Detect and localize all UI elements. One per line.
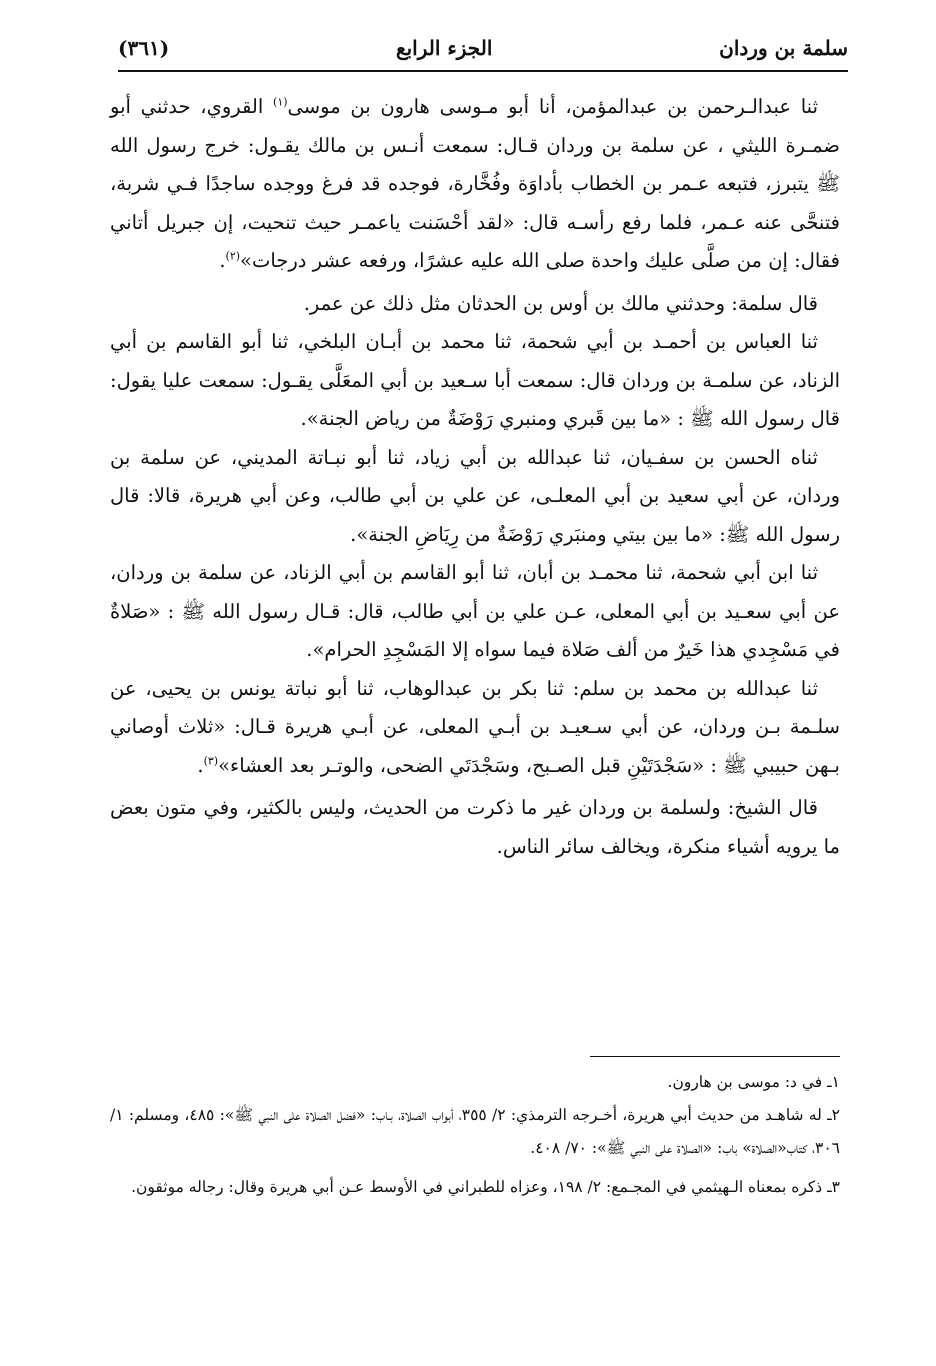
paragraph-2: قال سلمة: وحدثني مالك بن أوس بن الحدثان مثل ذلك عن عمر. (303, 291, 818, 315)
paragraph-7: قال الشيخ: ولسلمة بن وردان غير ما ذكرت من الحديث، وليس بالكثير، وفي متون بعض ما يرويه أشياء منكرة، ويخالف سائر الناس. (110, 796, 840, 858)
main-text (110, 88, 840, 866)
header-rule (118, 70, 848, 72)
footnote-1: ١ـ في د: موسى بن هارون. (667, 1073, 840, 1091)
footnote-ref-1[interactable]: (١) (273, 95, 288, 109)
footnote-2: ٢ـ له شاهـد من حديث أبي هريرة، أخـرجه الترمذي: ٢/ ٣٥٥، أبواب الصلاة، بـاب: «فضل الصلاة على النبي ﷺ»: ٤٨٥، ومسلم: ١/ ٣٠٦، كتاب«الصلاة» باب: «الصلاة على النبي ﷺ»: ٧٠/ ٤٠٨. (110, 1106, 840, 1157)
running-header (118, 28, 848, 68)
footnote-separator (590, 1056, 840, 1057)
footnote-ref-3[interactable]: (٣) (203, 754, 219, 767)
footnotes (110, 1066, 840, 1204)
footnote-ref-2[interactable]: (٢) (225, 249, 241, 263)
paragraph-3: ثنا العباس بن أحمـد بن أبي شحمة، ثنا محمد بن أبـان البلخي، ثنا أبو القاسم بن أبي الزناد، عن سلمـة بن وردان قال: سمعت أبا سـعيد بن أبي المعَلَّى يقـول: سمعت عليا يقول: قال رسول الله ﷺ : «ما بين قَبري ومنبري رَوْضَةٌ من رياض الجنة». (110, 330, 840, 430)
part-label: الجزء الرابع (395, 36, 493, 60)
paragraph-6: ثنا عبدالله بن محمد بن سلم: ثنا بكر بن عبدالوهاب، ثنا أبو نباتة يونس بن يحيى، عن سلـمة بـن وردان، عن أبي سـعيـد بن أبـي المعلى، عن أبـي هريرة قـال: «ثلاث أوصاني بـهن حبيبي ﷺ : «سَجْدَتَيْنِ قبل الصـبح، وسَجْدَتَي الضحى، والوتـر بعد العشاء»$^{(٣)}$. (110, 676, 840, 777)
footnote-3: ٣ـ ذكره بمعناه الـهيثمي في المجـمع: ٢/ ١٩٨، وعزاه للطبراني في الأوسط عـن أبي هريرة وقال: رجاله موثقون. (131, 1178, 840, 1196)
page-number: (٣٦١) (118, 36, 170, 60)
paragraph-4: ثناه الحسن بن سفـيان، ثنا عبدالله بن أبي زياد، ثنا أبو نبـاتة المديني، عن سلمة بن وردان، عن أبي سعيد بن أبي المعلـى، عن علي بن أبي طالب، وعن أبي هريرة، قالا: قال رسول الله ﷺ: «ما بين بيتي ومنبَري رَوْضَةٌ من رِيَاضِ الجنة». (110, 445, 840, 546)
book-title: سلمة بن وردان (719, 36, 848, 60)
paragraph-1: ثنا عبدالـرحمن بن عبدالمؤمن، أنا أبو مـوسى هارون بن موسى$^{(١)}$ القروي، حدثني أبو ضمـرة الليثي ، عن سلمة بن وردان قـال: سمعت أنـس بن مالك يقـول: خرج رسول الله ﷺ يتبرز، فتبعه عـمر بن الخطاب بأداوَة وفُخَّارة، فوجده قد فرغ ووجده ساجدًا فـي شربة، فتنحَّى عنه عـمر، فلما رفع رأسـه قال: «لقد أحْسَنت ياعمـر حيث تنحيت، إن جبريل أتاني فقال: إن من صلَّى عليك واحدة صلى الله عليه عشرًا، ورفعه عشر درجات»$^{(٢)}$. (110, 95, 840, 272)
paragraph-5: ثنا ابن أبي شحمة، ثنا محمـد بن أبان، ثنا أبو القاسم بن أبي الزناد، عن سلمة بن وردان، عن أبي سعـيد بن أبي المعلى، عـن علي بن أبي طالب، قال: قـال رسول الله ﷺ : «صَلاةٌ في مَسْجِدي هذا خَيرٌ من ألف صَلاة فيما سواه إلا المَسْجِدِ الحرام». (110, 561, 840, 661)
